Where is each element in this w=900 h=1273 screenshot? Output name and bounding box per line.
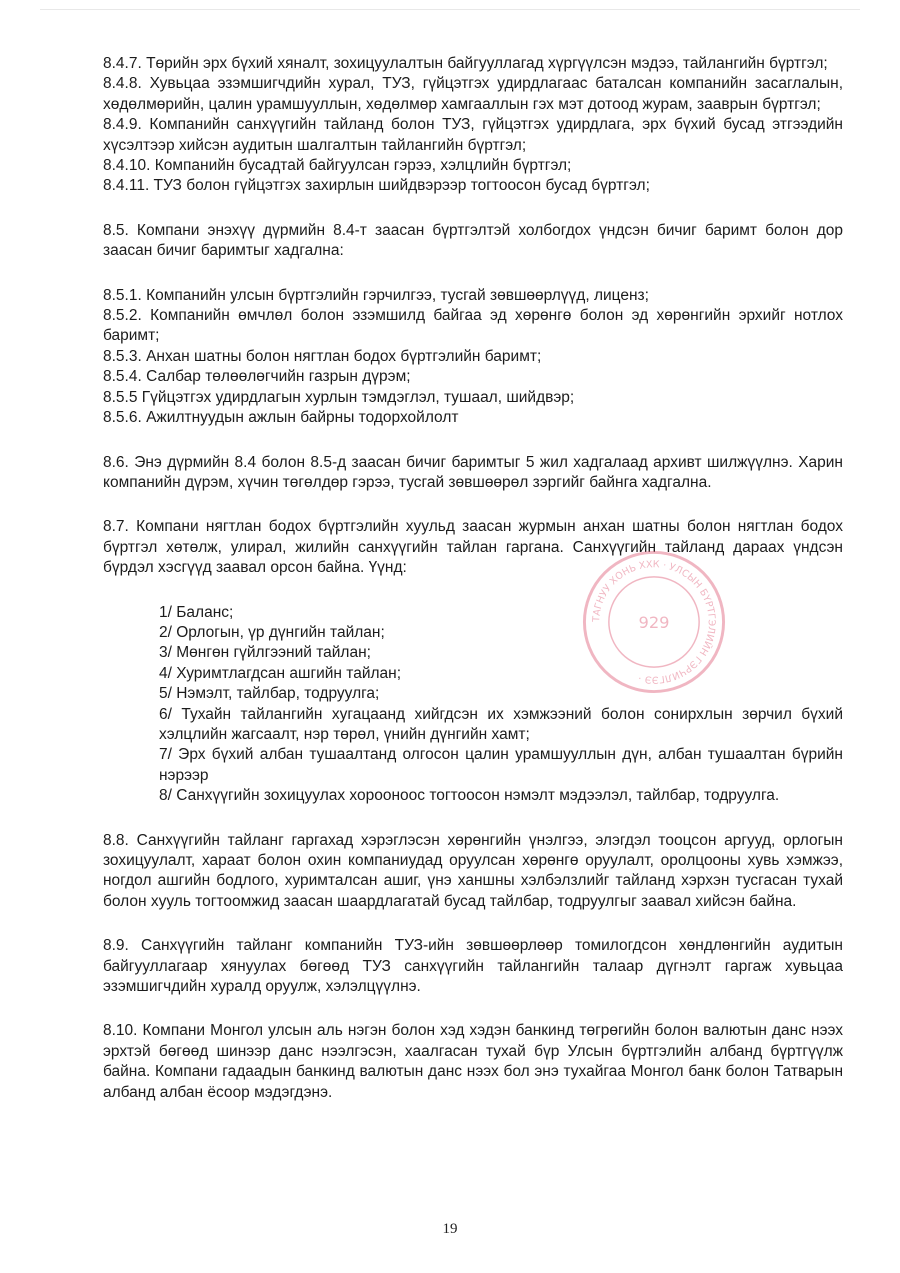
- clause-8-5: 8.5. Компани энэхүү дүрмийн 8.4-т заасан бүртгэлтэй холбогдох үндсэн бичиг баримт болон дор заасан бичиг баримтыг хадгална:: [103, 221, 843, 260]
- clause-8-5-5: 8.5.5 Гүйцэтгэх удирдлагын хурлын тэмдэглэл, тушаал, шийдвэр;: [103, 388, 575, 406]
- list-item: 1/ Баланс;: [159, 603, 234, 621]
- stamp-ring-text: ТАГНУУ ХОНЬ ХХК · УЛСЫН БҮРТГЭЛИЙН ГЭРЧИЛГЭЭ ·: [591, 559, 717, 685]
- list-item: 7/ Эрх бүхий албан тушаалтанд олгосон цалин урамшууллын дүн, албан тушаалтан бүрийн нэрээр: [159, 746, 843, 784]
- clause-8-5-4: 8.5.4. Салбар төлөөлөгчийн газрын дүрэм;: [103, 368, 411, 386]
- clause-8-6: 8.6. Энэ дүрмийн 8.4 болон 8.5-д заасан бичиг баримтыг 5 жил хадгалаад архивт шилжүүлнэ. Харин компанийн дүрэм, хүчин төгөлдөр гэрээ, тусгай зөвшөөрөл зэргийг байнга хадгална.: [103, 453, 843, 491]
- clause-8-4-8: 8.4.8. Хувьцаа эзэмшигчдийн хурал, ТУЗ, гүйцэтгэх удирдлагаас баталсан компанийн засаглалын, хөдөлмөрийн, цалин урамшууллын, хөдөлмөр хамгааллын гэх мэт дотоод журам, зааврын бүртгэл;: [103, 75, 843, 113]
- clause-8-4-10: 8.4.10. Компанийн бусадтай байгуулсан гэрээ, хэлцлийн бүртгэл;: [103, 157, 572, 175]
- document-body: [103, 54, 843, 1103]
- page-number: 19: [442, 1221, 458, 1237]
- financial-report-list: [159, 603, 843, 807]
- clause-8-5-2: 8.5.2. Компанийн өмчлөл болон эзэмшилд байгаа эд хөрөнгө болон эд хөрөнгийн эрхийг нотлох баримт;: [103, 307, 843, 345]
- clause-8-4-9: 8.4.9. Компанийн санхүүгийн тайланд болон ТУЗ, гүйцэтгэх удирдлага, эрх бүхий бусад этгээдийн хүсэлтээр хийсэн аудитын шалгалтын тайлангийн бүртгэл;: [103, 116, 843, 154]
- clause-8-5-3: 8.5.3. Анхан шатны болон нягтлан бодох бүртгэлийн баримт;: [103, 347, 542, 365]
- clause-8-8: 8.8. Санхүүгийн тайланг гаргахад хэрэглэсэн хөрөнгийн үнэлгээ, элэгдэл тооцсон аргууд, орлогын зохицуулалт, хараат болон охин компаниудад оруулсан хөрөнгө оруулалт, оролцооны хувь хэмжээ, ногдол ашгийн бодлого, хуримталсан ашиг, үнэ ханшны хэлбэлзлийг тайланд хэрхэн тусгасан тухай болон хууль тогтоомжид заасан шаардлагатай бусад тайлбар, тодруулгыг заавал хийсэн байна.: [103, 831, 843, 910]
- clause-8-9: 8.9. Санхүүгийн тайланг компанийн ТУЗ-ийн зөвшөөрлөөр томилогдсон хөндлөнгийн аудитын байгууллагаар хянуулах бөгөөд ТУЗ санхүүгийн тайлангийн талаар дүгнэлт гаргаж хувьцаа эзэмшигчдийн хуралд оруулж, хэлэлцүүлнэ.: [103, 937, 843, 996]
- stamp-center-text: 929: [638, 612, 670, 632]
- clause-8-4-7: 8.4.7. Төрийн эрх бүхий хяналт, зохицуулалтын байгууллагад хүргүүлсэн мэдээ, тайлангийн бүртгэл;: [103, 55, 828, 72]
- list-item: 2/ Орлогын, үр дүнгийн тайлан;: [159, 623, 385, 641]
- list-item: 5/ Нэмэлт, тайлбар, тодруулга;: [159, 685, 380, 703]
- clause-8-5-6: 8.5.6. Ажилтнуудын ажлын байрны тодорхойлолт: [103, 409, 459, 427]
- clause-8-4-11: 8.4.11. ТУЗ болон гүйцэтгэх захирлын шийдвэрээр тогтоосон бусад бүртгэл;: [103, 177, 650, 195]
- list-item: 3/ Мөнгөн гүйлгээний тайлан;: [159, 644, 371, 662]
- page-top-edge: [40, 9, 860, 10]
- list-item: 6/ Тухайн тайлангийн хугацаанд хийгдсэн их хэмжээний болон сонирхлын зөрчил бүхий хэлцлийн жагсаалт, нэр төрөл, үнийн дүнгийн хамт;: [159, 705, 843, 743]
- list-item: 4/ Хуримтлагдсан ашгийн тайлан;: [159, 664, 402, 682]
- clause-8-10: 8.10. Компани Монгол улсын аль нэгэн болон хэд хэдэн банкинд төгрөгийн болон валютын данс нээх эрхтэй бөгөөд шинээр данс нээлгэсэн, хаалгасан тухай бүр Улсын бүртгэлийн албанд бүртгүүлж байна. Компани гадаадын банкинд валютын данс нээх бол энэ тухайгаа Монгол банк болон Татварын албанд албан ёсоор мэдэгдэнэ.: [103, 1022, 843, 1101]
- clause-8-5-1: 8.5.1. Компанийн улсын бүртгэлийн гэрчилгээ, тусгай зөвшөөрлүүд, лиценз;: [103, 286, 649, 304]
- clause-8-7: 8.7. Компани нягтлан бодох бүртгэлийн хуульд заасан журмын анхан шатны болон нягтлан бодох бүртгэл хөтөлж, улирал, жилийн санхүүгийн тайлан гаргана. Санхүүгийн тайланд дараах үндсэн бүрдэл хэсгүүд заавал орсон байна. Үүнд:: [103, 518, 843, 577]
- list-item: 8/ Санхүүгийн зохицуулах хорооноос тогтоосон нэмэлт мэдээлэл, тайлбар, тодруулга.: [159, 787, 780, 805]
